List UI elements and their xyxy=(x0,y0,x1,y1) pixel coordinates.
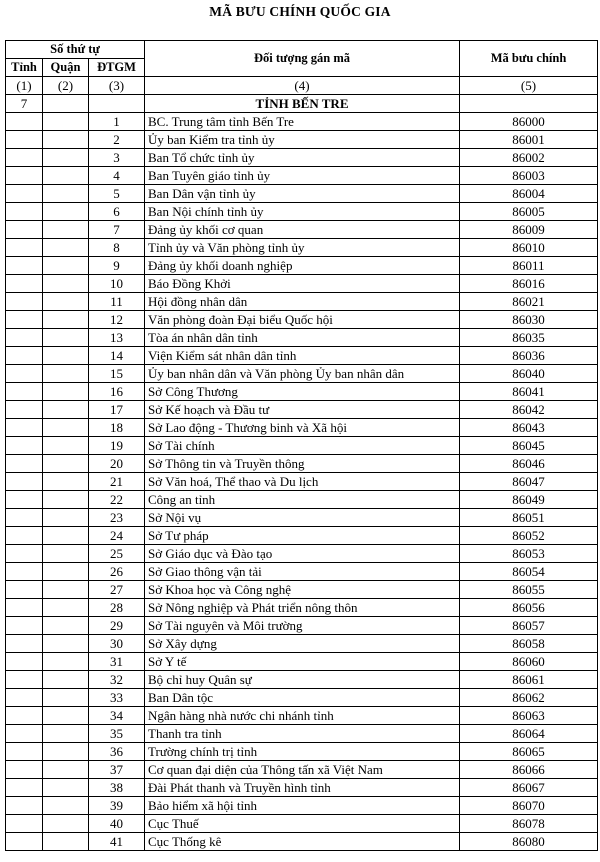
cell-dtgm: 33 xyxy=(89,689,145,707)
cell-dtgm: 27 xyxy=(89,581,145,599)
cell-quan xyxy=(43,509,89,527)
cell-postal-code: 86066 xyxy=(460,761,598,779)
postal-code-table xyxy=(5,40,598,851)
cell-tinh xyxy=(6,203,43,221)
cell-quan xyxy=(43,635,89,653)
header-postal-code: Mã bưu chính xyxy=(460,41,598,77)
header-dtgm: ĐTGM xyxy=(89,59,145,77)
table-row xyxy=(6,149,598,167)
table-row xyxy=(6,455,598,473)
cell-object-name: Sở Lao động - Thương binh và Xã hội xyxy=(145,419,460,437)
cell-object-name: Ban Tuyên giáo tỉnh ủy xyxy=(145,167,460,185)
cell-object-name: Sở Y tế xyxy=(145,653,460,671)
cell-postal-code: 86041 xyxy=(460,383,598,401)
table-row xyxy=(6,527,598,545)
cell-postal-code: 86049 xyxy=(460,491,598,509)
cell-dtgm: 26 xyxy=(89,563,145,581)
cell-postal-code: 86021 xyxy=(460,293,598,311)
cell-dtgm: 5 xyxy=(89,185,145,203)
table-row xyxy=(6,347,598,365)
cell-object-name: Sở Giáo dục và Đào tạo xyxy=(145,545,460,563)
header-object: Đối tượng gán mã xyxy=(145,41,460,77)
cell-tinh xyxy=(6,581,43,599)
cell-object-name: Ủy ban nhân dân và Văn phòng Ủy ban nhân dân xyxy=(145,365,460,383)
cell-quan xyxy=(43,707,89,725)
cell-tinh xyxy=(6,725,43,743)
cell-object-name: Ban Tổ chức tỉnh ủy xyxy=(145,149,460,167)
header-tinh: Tỉnh xyxy=(6,59,43,77)
table-row xyxy=(6,203,598,221)
table-row xyxy=(6,689,598,707)
cell-object-name: Sở Văn hoá, Thể thao và Du lịch xyxy=(145,473,460,491)
cell-tinh xyxy=(6,797,43,815)
cell-dtgm: 37 xyxy=(89,761,145,779)
cell-quan xyxy=(43,761,89,779)
table-row xyxy=(6,509,598,527)
cell-tinh xyxy=(6,257,43,275)
cell-postal-code: 86036 xyxy=(460,347,598,365)
table-row xyxy=(6,167,598,185)
cell-object-name: Hội đồng nhân dân xyxy=(145,293,460,311)
cell-tinh xyxy=(6,239,43,257)
cell-tinh xyxy=(6,653,43,671)
cell-dtgm: 24 xyxy=(89,527,145,545)
cell-quan xyxy=(43,275,89,293)
cell-dtgm: 14 xyxy=(89,347,145,365)
cell-dtgm: 28 xyxy=(89,599,145,617)
cell-object-name: Đài Phát thanh và Truyền hình tỉnh xyxy=(145,779,460,797)
cell-quan xyxy=(43,365,89,383)
cell-postal-code: 86054 xyxy=(460,563,598,581)
cell-object-name: Sở Thông tin và Truyền thông xyxy=(145,455,460,473)
cell-dtgm: 31 xyxy=(89,653,145,671)
cell-quan xyxy=(43,527,89,545)
cell-quan xyxy=(43,491,89,509)
cell-object-name: Ban Dân vận tỉnh ủy xyxy=(145,185,460,203)
table-row xyxy=(6,563,598,581)
cell-dtgm: 19 xyxy=(89,437,145,455)
cell-postal-code: 86053 xyxy=(460,545,598,563)
cell-tinh xyxy=(6,131,43,149)
cell-tinh xyxy=(6,365,43,383)
cell-tinh xyxy=(6,455,43,473)
cell-dtgm: 8 xyxy=(89,239,145,257)
page-title: MÃ BƯU CHÍNH QUỐC GIA xyxy=(209,4,391,19)
cell-dtgm: 40 xyxy=(89,815,145,833)
col-number-1: (1) xyxy=(6,77,43,95)
cell-quan xyxy=(43,689,89,707)
cell-tinh xyxy=(6,527,43,545)
cell-postal-code: 86000 xyxy=(460,113,598,131)
cell-tinh xyxy=(6,311,43,329)
table-row xyxy=(6,599,598,617)
cell-object-name: Cơ quan đại diện của Thông tấn xã Việt Nam xyxy=(145,761,460,779)
cell-quan xyxy=(43,131,89,149)
cell-quan xyxy=(43,599,89,617)
cell-dtgm: 2 xyxy=(89,131,145,149)
cell-postal-code: 86043 xyxy=(460,419,598,437)
cell-dtgm: 34 xyxy=(89,707,145,725)
cell-postal-code: 86067 xyxy=(460,779,598,797)
cell-quan xyxy=(43,455,89,473)
cell-tinh xyxy=(6,383,43,401)
cell-quan xyxy=(43,239,89,257)
table-row xyxy=(6,113,598,131)
cell-postal-code: 86056 xyxy=(460,599,598,617)
cell-postal-code: 86055 xyxy=(460,581,598,599)
cell-dtgm: 32 xyxy=(89,671,145,689)
cell-object-name: Thanh tra tỉnh xyxy=(145,725,460,743)
cell-dtgm: 39 xyxy=(89,797,145,815)
cell-dtgm: 41 xyxy=(89,833,145,851)
cell-object-name: Đảng ủy khối cơ quan xyxy=(145,221,460,239)
cell-postal-code: 86040 xyxy=(460,365,598,383)
cell-dtgm: 25 xyxy=(89,545,145,563)
cell-postal-code: 86062 xyxy=(460,689,598,707)
cell-tinh xyxy=(6,491,43,509)
cell-tinh xyxy=(6,437,43,455)
cell-object-name: Tòa án nhân dân tỉnh xyxy=(145,329,460,347)
cell-postal-code: 86045 xyxy=(460,437,598,455)
cell-dtgm: 10 xyxy=(89,275,145,293)
cell-quan xyxy=(43,221,89,239)
cell-quan xyxy=(43,437,89,455)
cell-object-name: Sở Công Thương xyxy=(145,383,460,401)
table-row xyxy=(6,491,598,509)
cell-postal-code: 86009 xyxy=(460,221,598,239)
cell-postal-code: 86078 xyxy=(460,815,598,833)
cell-object-name: Ban Nội chính tỉnh ủy xyxy=(145,203,460,221)
cell-object-name: Cục Thống kê xyxy=(145,833,460,851)
cell-dtgm: 23 xyxy=(89,509,145,527)
header-row-top xyxy=(6,41,598,59)
table-row xyxy=(6,419,598,437)
cell-dtgm: 20 xyxy=(89,455,145,473)
cell-tinh xyxy=(6,167,43,185)
cell-object-name: Sở Kế hoạch và Đầu tư xyxy=(145,401,460,419)
cell-dtgm: 13 xyxy=(89,329,145,347)
cell-quan xyxy=(43,293,89,311)
cell-postal-code: 86002 xyxy=(460,149,598,167)
cell-tinh xyxy=(6,815,43,833)
cell-dtgm: 3 xyxy=(89,149,145,167)
table-row xyxy=(6,833,598,851)
cell-object-name: Ủy ban Kiểm tra tỉnh ủy xyxy=(145,131,460,149)
cell-tinh xyxy=(6,689,43,707)
table-row xyxy=(6,707,598,725)
cell-quan xyxy=(43,329,89,347)
cell-dtgm: 1 xyxy=(89,113,145,131)
cell-object-name: Sở Giao thông vận tải xyxy=(145,563,460,581)
header-row-numbers xyxy=(6,77,598,95)
cell-dtgm: 15 xyxy=(89,365,145,383)
cell-postal-code: 86046 xyxy=(460,455,598,473)
cell-object-name: Bảo hiểm xã hội tỉnh xyxy=(145,797,460,815)
table-row xyxy=(6,761,598,779)
cell-dtgm: 9 xyxy=(89,257,145,275)
cell-postal-code: 86063 xyxy=(460,707,598,725)
table-row xyxy=(6,797,598,815)
table-row xyxy=(6,815,598,833)
cell-quan xyxy=(43,833,89,851)
cell-object-name: Đảng ủy khối doanh nghiệp xyxy=(145,257,460,275)
cell-object-name: Cục Thuế xyxy=(145,815,460,833)
cell-object-name: Sở Tư pháp xyxy=(145,527,460,545)
cell-quan xyxy=(43,617,89,635)
cell-quan xyxy=(43,167,89,185)
cell-postal-code: 86052 xyxy=(460,527,598,545)
cell-quan xyxy=(43,257,89,275)
cell-tinh xyxy=(6,599,43,617)
table-row xyxy=(6,635,598,653)
cell-quan xyxy=(43,743,89,761)
cell-quan xyxy=(43,311,89,329)
cell-postal-code: 86030 xyxy=(460,311,598,329)
cell-tinh xyxy=(6,509,43,527)
cell-object-name: Văn phòng đoàn Đại biểu Quốc hội xyxy=(145,311,460,329)
col-number-5: (5) xyxy=(460,77,598,95)
cell-dtgm: 12 xyxy=(89,311,145,329)
cell-quan xyxy=(43,779,89,797)
cell-dtgm: 38 xyxy=(89,779,145,797)
cell-postal-code: 86011 xyxy=(460,257,598,275)
province-empty-quan xyxy=(43,95,89,113)
cell-dtgm: 6 xyxy=(89,203,145,221)
cell-quan xyxy=(43,815,89,833)
cell-tinh xyxy=(6,275,43,293)
cell-postal-code: 86004 xyxy=(460,185,598,203)
cell-quan xyxy=(43,671,89,689)
cell-tinh xyxy=(6,833,43,851)
cell-dtgm: 30 xyxy=(89,635,145,653)
cell-quan xyxy=(43,149,89,167)
cell-object-name: Sở Xây dựng xyxy=(145,635,460,653)
cell-tinh xyxy=(6,347,43,365)
table-row xyxy=(6,275,598,293)
cell-tinh xyxy=(6,707,43,725)
cell-postal-code: 86080 xyxy=(460,833,598,851)
cell-object-name: BC. Trung tâm tỉnh Bến Tre xyxy=(145,113,460,131)
cell-quan xyxy=(43,203,89,221)
cell-dtgm: 7 xyxy=(89,221,145,239)
cell-dtgm: 18 xyxy=(89,419,145,437)
cell-dtgm: 16 xyxy=(89,383,145,401)
col-number-3: (3) xyxy=(89,77,145,95)
cell-object-name: Báo Đồng Khởi xyxy=(145,275,460,293)
cell-tinh xyxy=(6,563,43,581)
province-empty-dtgm xyxy=(89,95,145,113)
cell-postal-code: 86005 xyxy=(460,203,598,221)
province-name: TỈNH BẾN TRE xyxy=(145,95,460,113)
cell-object-name: Công an tỉnh xyxy=(145,491,460,509)
cell-quan xyxy=(43,113,89,131)
cell-quan xyxy=(43,185,89,203)
cell-quan xyxy=(43,545,89,563)
cell-dtgm: 21 xyxy=(89,473,145,491)
header-quan: Quận xyxy=(43,59,89,77)
table-row xyxy=(6,671,598,689)
cell-object-name: Sở Nông nghiệp và Phát triển nông thôn xyxy=(145,599,460,617)
cell-tinh xyxy=(6,779,43,797)
table-row xyxy=(6,185,598,203)
cell-object-name: Ngân hàng nhà nước chi nhánh tỉnh xyxy=(145,707,460,725)
table-row xyxy=(6,239,598,257)
table-row xyxy=(6,473,598,491)
cell-postal-code: 86065 xyxy=(460,743,598,761)
cell-tinh xyxy=(6,113,43,131)
cell-dtgm: 36 xyxy=(89,743,145,761)
cell-quan xyxy=(43,581,89,599)
cell-tinh xyxy=(6,617,43,635)
province-index: 7 xyxy=(6,95,43,113)
cell-tinh xyxy=(6,419,43,437)
cell-postal-code: 86064 xyxy=(460,725,598,743)
cell-postal-code: 86016 xyxy=(460,275,598,293)
cell-postal-code: 86058 xyxy=(460,635,598,653)
province-row xyxy=(6,95,598,113)
cell-tinh xyxy=(6,761,43,779)
cell-quan xyxy=(43,473,89,491)
cell-object-name: Tỉnh ủy và Văn phòng tỉnh ủy xyxy=(145,239,460,257)
cell-postal-code: 86070 xyxy=(460,797,598,815)
table-row xyxy=(6,545,598,563)
cell-postal-code: 86001 xyxy=(460,131,598,149)
cell-dtgm: 11 xyxy=(89,293,145,311)
table-row xyxy=(6,365,598,383)
table-row xyxy=(6,437,598,455)
table-row xyxy=(6,653,598,671)
cell-object-name: Sở Tài nguyên và Môi trường xyxy=(145,617,460,635)
cell-dtgm: 35 xyxy=(89,725,145,743)
cell-dtgm: 4 xyxy=(89,167,145,185)
cell-quan xyxy=(43,797,89,815)
table-row xyxy=(6,383,598,401)
cell-tinh xyxy=(6,545,43,563)
table-row xyxy=(6,401,598,419)
table-row xyxy=(6,329,598,347)
col-number-2: (2) xyxy=(43,77,89,95)
cell-postal-code: 86010 xyxy=(460,239,598,257)
cell-tinh xyxy=(6,293,43,311)
col-number-4: (4) xyxy=(145,77,460,95)
province-empty-code xyxy=(460,95,598,113)
cell-tinh xyxy=(6,221,43,239)
cell-object-name: Viện Kiểm sát nhân dân tỉnh xyxy=(145,347,460,365)
cell-dtgm: 29 xyxy=(89,617,145,635)
cell-tinh xyxy=(6,185,43,203)
cell-postal-code: 86047 xyxy=(460,473,598,491)
cell-postal-code: 86051 xyxy=(460,509,598,527)
cell-quan xyxy=(43,725,89,743)
table-row xyxy=(6,743,598,761)
header-order-group: Số thứ tự xyxy=(6,41,145,59)
table-row xyxy=(6,131,598,149)
cell-quan xyxy=(43,347,89,365)
cell-postal-code: 86003 xyxy=(460,167,598,185)
cell-quan xyxy=(43,653,89,671)
cell-object-name: Ban Dân tộc xyxy=(145,689,460,707)
cell-dtgm: 22 xyxy=(89,491,145,509)
cell-tinh xyxy=(6,635,43,653)
cell-quan xyxy=(43,383,89,401)
cell-object-name: Sở Nội vụ xyxy=(145,509,460,527)
table-row xyxy=(6,581,598,599)
table-row xyxy=(6,617,598,635)
table-row xyxy=(6,221,598,239)
cell-postal-code: 86061 xyxy=(460,671,598,689)
cell-postal-code: 86057 xyxy=(460,617,598,635)
cell-tinh xyxy=(6,401,43,419)
table-row xyxy=(6,779,598,797)
table-row xyxy=(6,257,598,275)
cell-postal-code: 86035 xyxy=(460,329,598,347)
cell-postal-code: 86042 xyxy=(460,401,598,419)
cell-tinh xyxy=(6,743,43,761)
cell-tinh xyxy=(6,671,43,689)
cell-object-name: Trường chính trị tỉnh xyxy=(145,743,460,761)
cell-quan xyxy=(43,563,89,581)
cell-tinh xyxy=(6,149,43,167)
cell-quan xyxy=(43,419,89,437)
cell-tinh xyxy=(6,329,43,347)
table-row xyxy=(6,725,598,743)
cell-object-name: Bộ chỉ huy Quân sự xyxy=(145,671,460,689)
cell-tinh xyxy=(6,473,43,491)
cell-object-name: Sở Khoa học và Công nghệ xyxy=(145,581,460,599)
cell-quan xyxy=(43,401,89,419)
cell-object-name: Sở Tài chính xyxy=(145,437,460,455)
cell-dtgm: 17 xyxy=(89,401,145,419)
table-row xyxy=(6,293,598,311)
table-row xyxy=(6,311,598,329)
cell-postal-code: 86060 xyxy=(460,653,598,671)
